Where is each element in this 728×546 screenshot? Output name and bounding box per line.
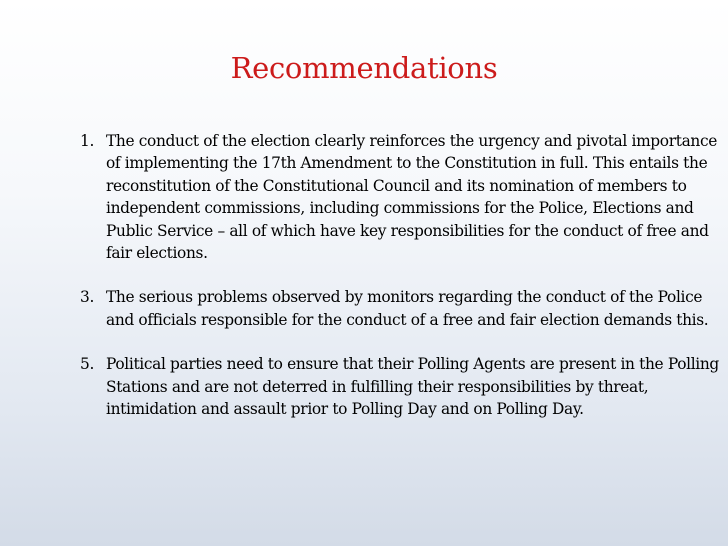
recommendation-item [80, 286, 720, 331]
item-text: The serious problems observed by monitors regarding the conduct of the Police and officials responsible for the conduct of a free and fair election demands this. [106, 288, 709, 329]
recommendation-item [80, 130, 720, 264]
recommendations-list [80, 130, 720, 442]
item-number: 1. [80, 132, 94, 150]
item-text: Political parties need to ensure that their Polling Agents are present in the Polling Stations and are not deterred in fulfilling their responsibilities by threat, intimidation and assault prior to Polling Day and on Polling Day. [106, 355, 719, 419]
recommendation-item [80, 353, 720, 420]
item-number: 5. [80, 355, 94, 374]
item-number: 3. [80, 288, 94, 307]
slide-title: Recommendations [230, 51, 498, 85]
item-text: The conduct of the election clearly reinforces the urgency and pivotal importance of implementing the 17th Amendment to the Constitution in full. This entails the reconstitution of the Constitutional Council and its nomination of members to independent commissions, including commissions for the Police, Elections and Public Service – all of which have key responsibilities for the conduct of free and fair elections. [106, 132, 717, 263]
